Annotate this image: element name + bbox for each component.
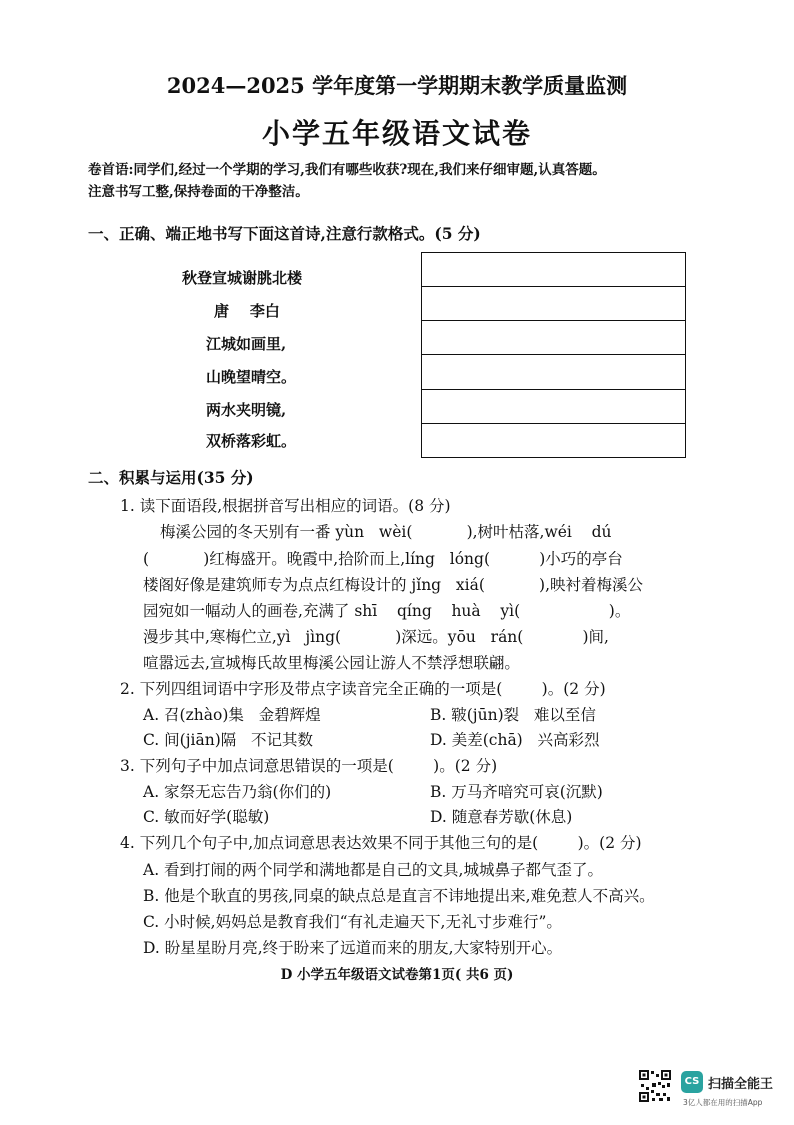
page-footer: D 小学五年级语文试卷第1页( 共6 页) [280, 967, 514, 983]
poem-author: 唐 李白 [214, 302, 280, 320]
exam-title: 2024—2025 学年度第一学期期末教学质量监测 [166, 73, 628, 98]
poem-line-4: 双桥落彩虹。 [206, 432, 297, 450]
section-1-title: 一、正确、端正地书写下面这首诗,注意行款格式。(5 分) [88, 224, 481, 243]
q2-option-b[interactable]: B. 皲(jūn)裂 难以至信 [430, 706, 596, 724]
section-2-title: 二、积累与运用(35 分) [88, 468, 254, 487]
poem-title: 秋登宣城谢朓北楼 [182, 269, 303, 287]
grid-line [422, 389, 685, 390]
grid-line [422, 320, 685, 321]
qr-code-icon [638, 1069, 672, 1103]
grid-line [422, 354, 685, 355]
exam-subtitle: 小学五年级语文试卷 [261, 117, 532, 150]
poem-line-1: 江城如画里, [206, 335, 287, 353]
q4-option-a[interactable]: A. 看到打闹的两个同学和满地都是自己的文具,城城鼻子都气歪了。 [143, 861, 603, 879]
q2-option-c[interactable]: C. 间(jiān)隔 不记其数 [143, 731, 314, 749]
poem-line-3: 两水夹明镜, [206, 401, 287, 419]
intro-line-2: 注意书写工整,保持卷面的干净整洁。 [88, 184, 309, 200]
q2-stem: 2. 下列四组词语中字形及带点字读音完全正确的一项是( )。(2 分) [120, 680, 606, 698]
q1-line-1: 梅溪公园的冬天别有一番 yùn wèi( ),树叶枯落,wéi dú [160, 523, 612, 541]
q4-stem: 4. 下列几个句子中,加点词意思表达效果不同于其他三句的是( )。(2 分) [120, 834, 642, 852]
writing-grid[interactable] [421, 252, 686, 458]
q3-option-b[interactable]: B. 万马齐喑究可哀(沉默) [430, 783, 603, 801]
grid-line [422, 286, 685, 287]
camscanner-name: 扫描全能王 [708, 1077, 774, 1092]
q1-stem: 1. 读下面语段,根据拼音写出相应的词语。(8 分) [120, 497, 451, 515]
q3-stem: 3. 下列句子中加点词意思错误的一项是( )。(2 分) [120, 757, 498, 775]
q1-line-2: ( )红梅盛开。晚霞中,拾阶而上,líng lóng( )小巧的亭台 [143, 550, 623, 568]
q1-line-5: 漫步其中,寒梅伫立,yì jìng( )深远。yōu rán( )间, [143, 628, 609, 646]
q4-option-d[interactable]: D. 盼星星盼月亮,终于盼来了远道而来的朋友,大家特别开心。 [143, 939, 563, 957]
poem-line-2: 山晚望晴空。 [206, 368, 297, 386]
q2-option-a[interactable]: A. 召(zhào)集 金碧辉煌 [143, 706, 321, 724]
q1-line-3: 楼阁好像是建筑师专为点点红梅设计的 jǐng xiá( ),映衬着梅溪公 [143, 576, 644, 594]
camscanner-tagline: 3亿人都在用的扫描App [683, 1098, 763, 1107]
grid-line [422, 423, 685, 424]
intro-line-1: 卷首语:同学们,经过一个学期的学习,我们有哪些收获?现在,我们来仔细审题,认真答题。 [88, 162, 606, 178]
q3-option-a[interactable]: A. 家祭无忘告乃翁(你们的) [143, 783, 332, 801]
q4-option-b[interactable]: B. 他是个耿直的男孩,同桌的缺点总是直言不讳地提出来,难免惹人不高兴。 [143, 887, 655, 905]
q4-option-c[interactable]: C. 小时候,妈妈总是教育我们“有礼走遍天下,无礼寸步难行”。 [143, 913, 562, 931]
q2-option-d[interactable]: D. 美差(chā) 兴高彩烈 [430, 731, 600, 749]
q1-line-4: 园宛如一幅动人的画卷,充满了 shī qíng huà yì( )。 [143, 602, 631, 620]
q3-option-c[interactable]: C. 敏而好学(聪敏) [143, 808, 270, 826]
q3-option-d[interactable]: D. 随意春芳歇(休息) [430, 808, 573, 826]
q1-line-6: 喧嚣远去,宣城梅氏故里梅溪公园让游人不禁浮想联翩。 [143, 654, 520, 672]
camscanner-logo-icon: CS [681, 1071, 703, 1093]
